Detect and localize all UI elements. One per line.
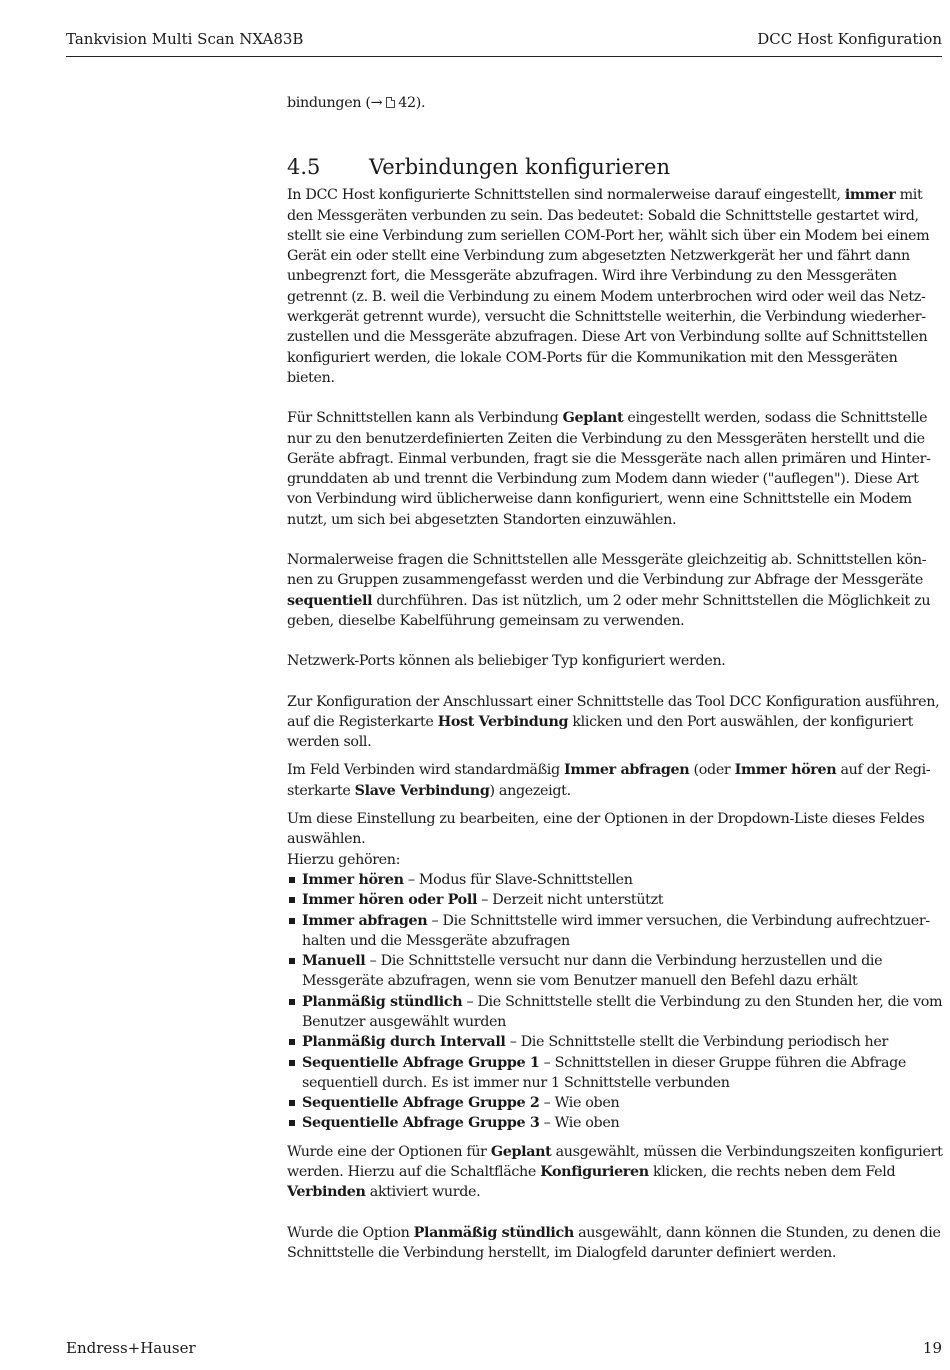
bullet-icon [289, 877, 295, 883]
list-item: Immer hören oder Poll – Derzeit nicht unterstützt [287, 890, 947, 910]
list-item: Immer hören – Modus für Slave-Schnittstellen [287, 870, 947, 890]
emphasis-immer: immer [844, 187, 896, 204]
paragraph-configure-times: Wurde eine der Optionen für Geplant ausgewählt, müssen die Verbindungszeiten konfiguriert werden. Hierzu auf die Schaltfläche Konfigurieren klicken, die rechts neben dem Feld Verbinden aktiviert wurde. [287, 1143, 943, 1201]
bullet-icon [289, 1100, 295, 1106]
emphasis-verbinden: Verbinden [287, 1184, 366, 1201]
section-number: 4.5 [287, 155, 321, 180]
list-item: Immer abfragen – Die Schnittstelle wird immer versuchen, die Verbindung aufrechtzuerhalten und die Messgeräte abzufragen [287, 911, 947, 952]
page-reference-icon [386, 97, 395, 108]
intro-text: bindungen (→ [287, 95, 383, 111]
emphasis-planmaessig-stuendlich: Planmäßig stündlich [413, 1224, 574, 1241]
list-item: Planmäßig durch Intervall – Die Schnittstelle stellt die Verbindung periodisch her [287, 1032, 947, 1052]
emphasis-geplant: Geplant [562, 410, 624, 427]
page-body [287, 93, 947, 1263]
list-item: Sequentielle Abfrage Gruppe 1 – Schnittstellen in dieser Gruppe führen die Abfrage sequentiell durch. Es ist immer nur 1 Schnittstelle verbunden [287, 1053, 947, 1094]
emphasis-sequentiell: sequentiell [287, 592, 373, 609]
bullet-icon [289, 1060, 295, 1066]
intro-continuation [287, 93, 947, 113]
list-item: Manuell – Die Schnittstelle versucht nur dann die Verbindung herzustellen und die Messgeräte abzufragen, wenn sie vom Benutzer manuell den Befehl dazu erhält [287, 951, 947, 992]
connection-options-list [287, 870, 947, 1134]
paragraph-always-connected: In DCC Host konfigurierte Schnittstellen sind normalerweise darauf eingestellt, immer mit den Messgeräten verbunden zu sein. Das bedeutet: Sobald die Schnittstelle gestartet wird, stellt sie eine Verbindung zum seriellen COM-Port her, wählt sich über ein Modem bei einem Gerät ein oder stellt eine Verbindung zum abgesetzten Netzwerkgerät her und fährt dann unbegrenzt fort, die Messgeräte abzufragen. Wird ihre Verbindung zu den Messgeräten getrennt (z. B. weil die Verbindung zu einem Modem unterbrochen wird oder weil das Netzwerkgerät getrennt wurde), versucht die Schnittstelle weiterhin, die Verbindung wiederherzustellen und die Messgeräte abzufragen. Diese Art von Verbindung sollte auf Schnittstellen konfiguriert werden, die lokale COM-Ports für die Kommunikation mit den Messgeräten bieten. [287, 187, 930, 386]
bullet-icon [289, 897, 295, 903]
paragraph-network-ports: Netzwerk-Ports können als beliebiger Typ konfiguriert werden. [287, 653, 726, 670]
list-item: Planmäßig stündlich – Die Schnittstelle stellt die Verbindung zu den Stunden her, die vom Benutzer ausgewählt wurden [287, 992, 947, 1033]
list-item: Sequentielle Abfrage Gruppe 3 – Wie oben [287, 1113, 947, 1133]
section-title: Verbindungen konfigurieren [369, 155, 670, 180]
intro-page-number: 42). [398, 95, 426, 111]
emphasis-slave-verbindung: Slave Verbindung [354, 782, 490, 799]
bullet-icon [289, 1039, 295, 1045]
footer-page-number: 19 [922, 1339, 942, 1357]
emphasis-konfigurieren: Konfigurieren [540, 1164, 649, 1181]
paragraph-sequential: Normalerweise fragen die Schnittstellen alle Messgeräte gleichzeitig ab. Schnittstellen können zu Gruppen zusammengefasst werden und die Verbindung zur Abfrage der Messgeräte sequentiell durchführen. Das ist nützlich, um 2 oder mehr Schnittstellen die Möglichkeit zu geben, dieselbe Kabelführung gemeinsam zu verwenden. [287, 552, 931, 629]
emphasis-geplant: Geplant [490, 1143, 552, 1160]
emphasis-immer-hoeren: Immer hören [734, 762, 837, 779]
bullet-icon [289, 999, 295, 1005]
footer-company: Endress+Hauser [66, 1339, 196, 1357]
section-heading [287, 153, 947, 181]
emphasis-immer-abfragen: Immer abfragen [564, 762, 690, 779]
header-chapter-title: DCC Host Konfiguration [757, 30, 942, 48]
paragraph-configuration-steps: Zur Konfiguration der Anschlussart einer Schnittstelle das Tool DCC Konfiguration ausführen, auf die Registerkarte Host Verbindung klicken und den Port auswählen, der konfiguriert werden soll. [287, 693, 940, 751]
paragraph-default-setting: Im Feld Verbinden wird standardmäßig Immer abfragen (oder Immer hören auf der Registerkarte Slave Verbindung) angezeigt. [287, 762, 931, 799]
bullet-icon [289, 958, 295, 964]
paragraph-scheduled: Für Schnittstellen kann als Verbindung Geplant eingestellt werden, sodass die Schnittstelle nur zu den benutzerdefinierten Zeiten die Verbindung zu den Messgeräten herstellt und die Geräte abfragt. Einmal verbunden, fragt sie die Messgeräte nach allen primären und Hintergrunddaten ab und trennt die Verbindung zum Modem dann wieder ("auflegen"). Diese Art von Verbindung wird üblicherweise dann konfiguriert, wenn eine Schnittstelle ein Modem nutzt, um sich bei abgesetzten Standorten einzuwählen. [287, 410, 931, 528]
bullet-icon [289, 1120, 295, 1126]
header-divider [66, 56, 942, 57]
paragraph-dropdown-intro: Um diese Einstellung zu bearbeiten, eine der Optionen in der Dropdown-Liste dieses Feldes auswählen. Hierzu gehören: [287, 811, 925, 868]
list-item: Sequentielle Abfrage Gruppe 2 – Wie oben [287, 1093, 947, 1113]
paragraph-hourly-option: Wurde die Option Planmäßig stündlich ausgewählt, dann können die Stunden, zu denen die Schnittstelle die Verbindung herstellt, im Dialogfeld darunter definiert werden. [287, 1224, 941, 1261]
emphasis-host-verbindung: Host Verbindung [437, 713, 569, 730]
bullet-icon [289, 918, 295, 924]
header-document-title: Tankvision Multi Scan NXA83B [66, 30, 304, 48]
